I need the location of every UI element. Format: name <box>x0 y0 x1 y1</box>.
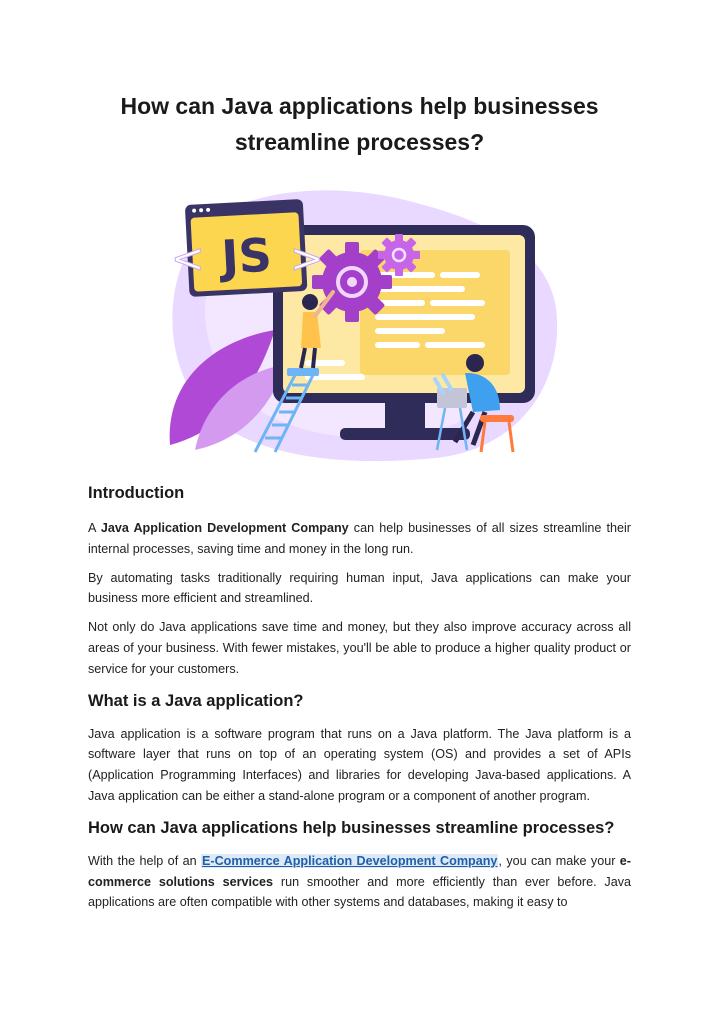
js-badge-text: JS <box>220 227 274 285</box>
monitor-base <box>340 428 470 440</box>
chevron-left-icon: < <box>171 236 205 282</box>
stool <box>480 415 514 422</box>
page-title <box>60 88 659 160</box>
how-paragraph <box>88 851 631 913</box>
article-body <box>88 480 631 913</box>
chevron-right-icon: > <box>290 236 324 282</box>
heading-introduction: Introduction <box>88 484 185 502</box>
title-line-1: How can Java applications help businesses <box>120 93 599 119</box>
ecommerce-company-link[interactable]: E-Commerce Application Development Company <box>201 853 498 868</box>
intro-p1-prefix: A <box>88 521 101 535</box>
how-p-prefix: With the help of an <box>88 853 201 868</box>
ladder-top <box>287 368 319 376</box>
intro-p1-bold: Java Application Development Company <box>100 521 349 535</box>
how-p-middle: , you can make your <box>498 853 620 868</box>
intro-paragraph-2: By automating tasks traditionally requiring human input, Java applications can make your business more efficient and streamlined. <box>88 570 631 606</box>
intro-paragraph-1 <box>88 518 631 560</box>
intro-paragraph-3: Not only do Java applications save time and money, but they also improve accuracy across all areas of your business. With fewer mistakes, you'll be able to produce a higher quality product or service for your customers. <box>88 620 631 676</box>
screen-panel <box>360 250 510 375</box>
hero-illustration <box>155 180 565 466</box>
how-p-suffix: run smoother and more efficiently than ever before. Java applications are often compatible with other systems and databases, making it easy to <box>88 874 631 910</box>
title-line-2: streamline processes? <box>234 129 485 155</box>
intro-p1-suffix: can help businesses of all sizes streamline their internal processes, saving time and money in the long run. <box>88 521 631 556</box>
monitor-neck <box>385 403 425 431</box>
how-p-bold: e-commerce solutions services <box>88 853 631 889</box>
gear-small-icon <box>378 234 420 276</box>
what-paragraph: Java application is a software program that runs on a Java platform. The Java platform is a software layer that runs on top of an operating system (OS) and provides a set of APIs (Application Programming Interfaces) and libraries for developing Java-based applications. A Java application can be either a stand-alone program or a component of another program. <box>88 726 631 803</box>
heading-how-java-helps: How can Java applications help businesses streamline processes? <box>88 818 615 837</box>
heading-what-is-java: What is a Java application? <box>88 691 304 710</box>
